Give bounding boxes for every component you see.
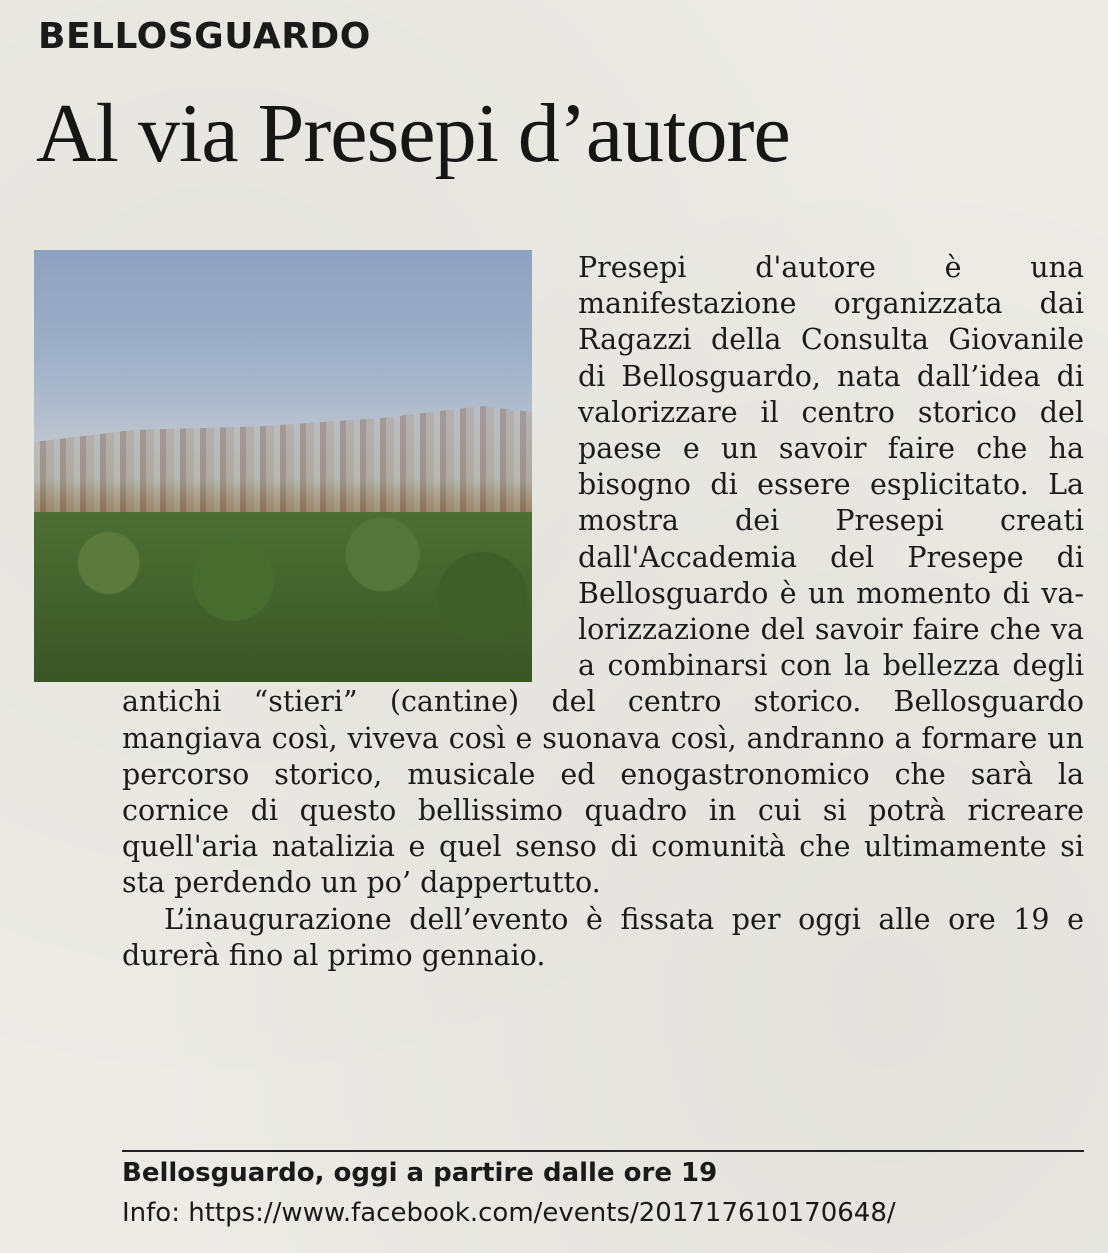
article-body <box>122 250 1084 974</box>
section-kicker: BELLOSGUARDO <box>38 16 371 57</box>
event-when: Bellosguardo, oggi a partire dalle ore 19 <box>122 1158 718 1188</box>
footer-divider <box>122 1150 1084 1152</box>
event-info-link: Info: https://www.facebook.com/events/201717610170648/ <box>122 1198 896 1228</box>
headline: Al via Presepi d’autore <box>36 87 790 180</box>
foreground-vegetation <box>34 512 532 682</box>
town-photo <box>34 250 532 682</box>
article-paragraph-2: L’inaugurazione dell’evento è fissata per oggi alle ore 19 e durerà fino al primo gennaio. <box>122 902 1084 972</box>
article-paragraph-1: Presepi d'autore è una manifestazione organizzata dai Ragazzi della Consulta Giovanile di Bellosguardo, nata dall’idea di valorizzare il centro storico del paese e un savoir faire che ha bisogno di essere esplicitato. La mostra dei Presepi creati dall'Accademia del Presepe di Bellosguardo è un momento di valorizzazione del savoir faire che va a combinarsi con la bellezza degli antichi “stieri” (cantine) del centro storico. Bellosguardo mangiava così, viveva così e suonava così, andranno a formare un percorso storico, musicale ed enogastronomico che sarà la cornice di questo bellissimo quadro in cui si potrà ricreare quell'aria natalizia e quel senso di comunità che ultimamente si sta perdendo un po’ dappertutto. <box>122 251 1084 900</box>
town-buildings <box>34 400 532 520</box>
